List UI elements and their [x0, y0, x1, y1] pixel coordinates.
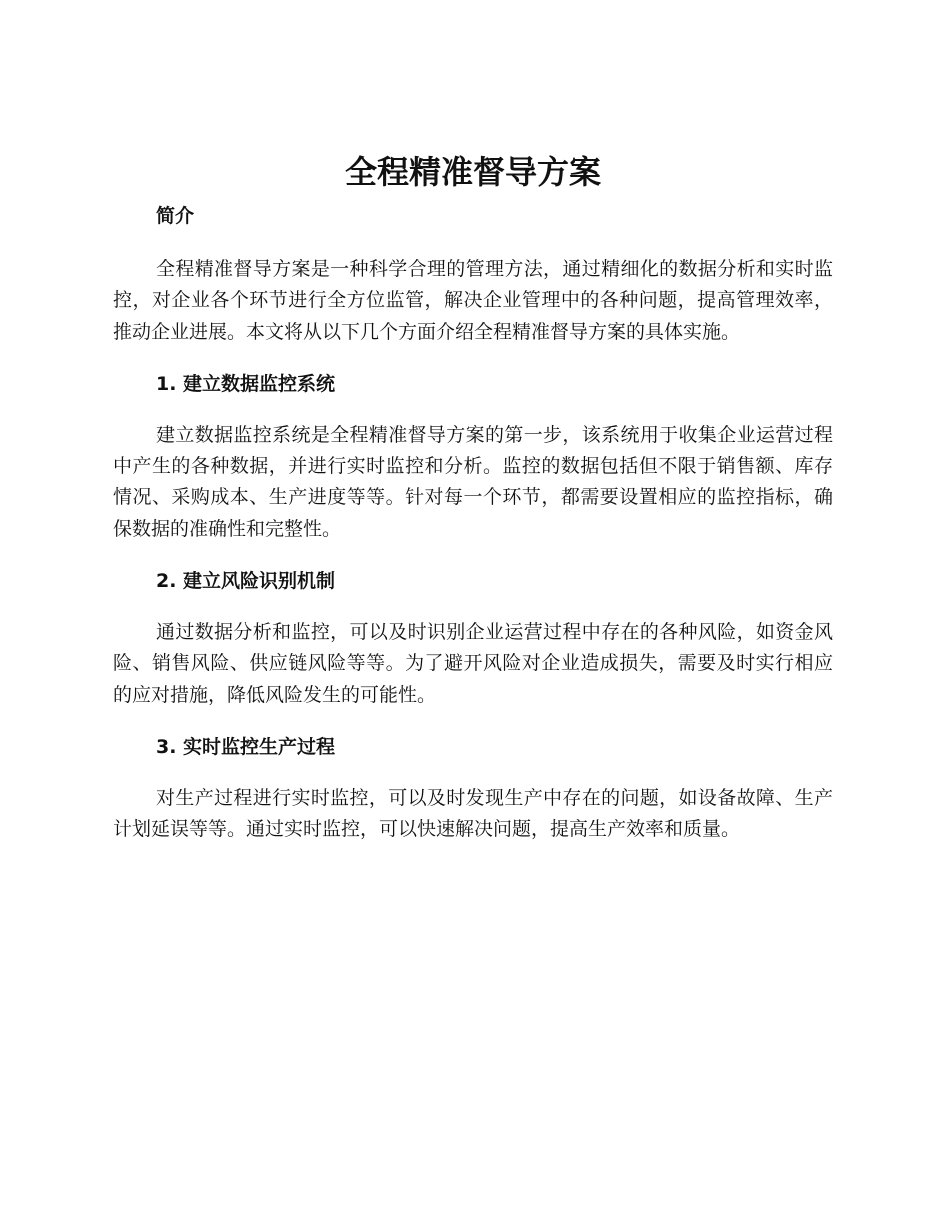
section-2-paragraph: 通过数据分析和监控，可以及时识别企业运营过程中存在的各种风险，如资金风险、销售风险、供应链风险等等。为了避开风险对企业造成损失，需要及时实行相应的应对措施，降低风险发生的可能性。 [113, 621, 833, 706]
intro-paragraph: 全程精准督导方案是一种科学合理的管理方法，通过精细化的数据分析和实时监控，对企业各个环节进行全方位监管，解决企业管理中的各种问题，提高管理效率，推动企业进展。本文将从以下几个方面介绍全程精准督导方案的具体实施。 [113, 258, 833, 343]
section-3-paragraph: 对生产过程进行实时监控，可以及时发现生产中存在的问题，如设备故障、生产计划延误等等。通过实时监控，可以快速解决问题，提高生产效率和质量。 [113, 786, 833, 841]
section-1-paragraph: 建立数据监控系统是全程精准督导方案的第一步，该系统用于收集企业运营过程中产生的各种数据，并进行实时监控和分析。监控的数据包括但不限于销售额、库存情况、采购成本、生产进度等等。针对每一个环节，都需要设置相应的监控指标，确保数据的准确性和完整性。 [113, 423, 833, 540]
section-3-heading: 3. 实时监控生产过程 [156, 735, 336, 758]
section-2-heading: 2. 建立风险识别机制 [156, 570, 336, 593]
document-title: 全程精准督导方案 [344, 153, 601, 191]
section-1-heading: 1. 建立数据监控系统 [156, 372, 336, 395]
document-page [113, 150, 833, 846]
intro-heading: 简介 [156, 205, 195, 227]
